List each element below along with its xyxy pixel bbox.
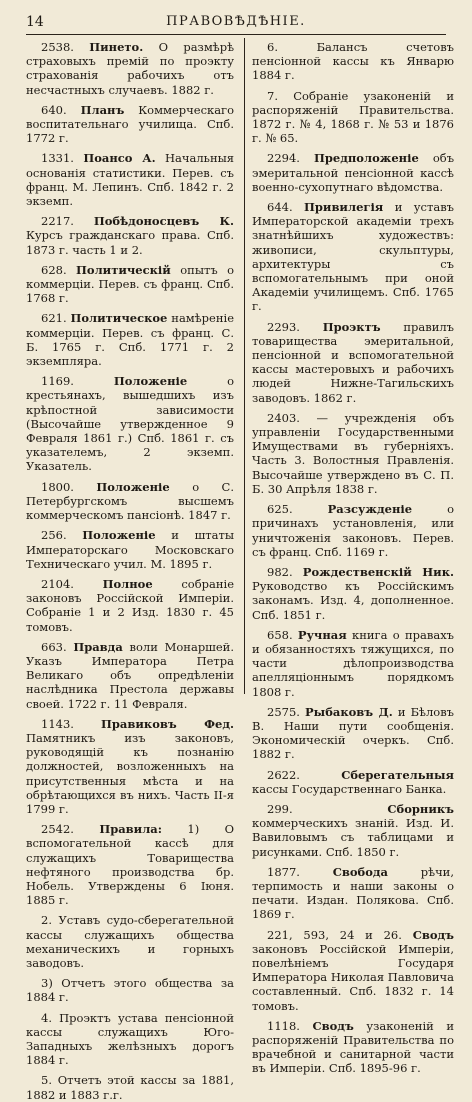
catalog-entry: [26, 717, 234, 816]
entry-number: 2294.: [267, 151, 300, 166]
entry-text: и штаты Императорскаго Московскаго Техническаго учил. М. 1895 г.: [26, 528, 235, 571]
catalog-entry: [26, 103, 234, 146]
entry-number: 2104.: [41, 576, 74, 591]
catalog-entry: [26, 151, 234, 208]
catalog-entry: [26, 528, 234, 571]
entry-number: 1877.: [267, 864, 300, 879]
catalog-entry: [252, 802, 454, 859]
entry-text: 7. Собраніе узаконеній и распоряженій Правительства. 1872 г. № 4, 1868 г. № 53 и 1876 г. № 65.: [252, 88, 454, 146]
entry-text: собраніе законовъ Россійской Имперіи. Собраніе 1 и 2 Изд. 1830 г. 45 томовъ.: [26, 576, 235, 634]
entry-heading: Правила:: [99, 822, 163, 837]
entry-number: 621.: [41, 311, 67, 326]
entry-text: кассы Государственнаго Банка.: [252, 781, 447, 796]
entry-heading: Правиковъ Фед.: [101, 716, 234, 731]
entry-text: 1) О вспомогательной кассѣ для служащихъ Товарищества нефтяного производства бр. Нобель. Утверждены 6 Іюня. 1885 г.: [26, 822, 235, 908]
entry-text: намѣреніе коммерціи. Перев. съ франц. С. Б. 1765 г. Спб. 1771 г. 2 экземпляра.: [26, 311, 234, 369]
entry-heading: Политическое: [70, 311, 168, 326]
entry-text: воли Монаршей. Указъ Императора Петра Великаго объ опредѣленіи наслѣдника Престола державы своей. 1722 г. 11 Февраля.: [26, 639, 234, 711]
entry-text: о С. Петербургскомъ высшемъ коммерческомъ пансіонѣ. 1847 г.: [26, 479, 235, 523]
entry-number: 2575.: [267, 704, 300, 719]
header-rule: [26, 34, 446, 35]
entry-text: опытъ о коммерціи. Перев. съ франц. Спб. 1768 г.: [26, 262, 235, 306]
entry-heading: Рождественскій Ник.: [302, 564, 454, 579]
catalog-entry: [252, 151, 454, 194]
entry-number: 2622.: [267, 767, 300, 782]
catalog-entry: [26, 822, 234, 907]
catalog-entry: [252, 768, 454, 796]
catalog-entry: [252, 502, 454, 559]
entry-text: О размѣрѣ страховыхъ премій по проэкту страхованія рабочихъ отъ несчастныхъ случаевъ. 1882 г.: [26, 40, 234, 97]
entry-number: 256.: [41, 528, 67, 543]
page-header: [26, 10, 446, 32]
entry-number: 982.: [267, 564, 293, 579]
entry-number: 628.: [41, 262, 67, 277]
entry-number: 1169.: [41, 374, 74, 389]
catalog-entry: [26, 640, 234, 711]
entry-text: 4. Проэктъ устава пенсіонной кассы служащихъ Юго-Западныхъ желѣзныхъ дорогъ 1884 г.: [26, 1010, 234, 1068]
catalog-entry: [26, 480, 234, 523]
entry-number: 299.: [267, 801, 293, 816]
left-column: [26, 40, 235, 1102]
entry-text: 3) Отчетъ этого общества за 1884 г.: [26, 976, 234, 1005]
catalog-entry: [26, 577, 234, 634]
entry-heading: Сборникъ: [387, 801, 454, 816]
catalog-entry: [252, 200, 454, 314]
right-column: [252, 40, 455, 1076]
entry-heading: Побѣдоносцевъ К.: [93, 214, 234, 229]
entry-text: законовъ Россійской Имперіи, повелѣніемъ Государя Императора Николая Павловича составленный. Спб. 1832 г. 14 томовъ.: [252, 941, 454, 1013]
entry-number: 663.: [41, 639, 67, 654]
entry-text: книга о правахъ и обязанностяхъ тяжущихся, по части дѣлопроизводства апелляціоннымъ порядкомъ 1808 г.: [252, 627, 454, 699]
entry-heading: Рыбаковъ Д.: [305, 704, 393, 719]
entry-text: и Бѣловъ В. Наши пути сообщенія. Экономическій очеркъ. Спб. 1882 г.: [252, 704, 454, 762]
entry-number: 1118.: [267, 1018, 300, 1033]
entry-text: Начальныя основанія статистики. Перев. съ франц. М. Лепинъ. Спб. 1842 г. 2 экземп.: [26, 151, 235, 209]
entry-heading: Пинето.: [89, 40, 144, 54]
entry-text: о причинахъ установленія, или уничтоженія законовъ. Перев. съ франц. Спб. 1169 г.: [252, 502, 455, 559]
entry-heading: Положеніе: [96, 479, 170, 494]
page-title: ПРАВОВѢДѢНІЕ.: [166, 14, 306, 29]
entry-text: объ эмеритальной пенсіонной кассѣ военно-сухопутнаго вѣдомства.: [252, 151, 455, 194]
catalog-entry: [252, 928, 454, 1013]
catalog-entry: [252, 89, 454, 146]
page-number: 14: [26, 14, 44, 30]
entry-number: 2217.: [41, 214, 74, 229]
entry-number: 2538.: [41, 40, 74, 54]
entry-heading: Разсужденіе: [327, 502, 413, 517]
entry-heading: Свобода: [332, 864, 388, 879]
entry-text: правилъ товарищества эмеритальной, пенсіонной и вспомогательной кассы мастеровыхъ и рабочихъ людей Нижне-Тагильскихъ заводовъ. 1862 г.: [252, 319, 455, 405]
entry-number: 658.: [267, 627, 293, 642]
catalog-entry: [26, 263, 234, 306]
entry-number: 1143.: [41, 716, 74, 731]
entry-text: Коммерческаго воспитательнаго училища. Спб. 1772 г.: [26, 102, 235, 146]
entry-number: 640.: [41, 102, 67, 117]
entry-heading: Правда: [73, 639, 123, 654]
entry-text: 5. Отчетъ этой кассы за 1881, 1882 и 1883 г.г.: [26, 1073, 234, 1102]
catalog-entry: [26, 374, 234, 473]
catalog-entry: [252, 705, 454, 762]
entry-heading: Поансо А.: [83, 151, 156, 166]
entry-text: Курсъ гражданскаго права. Спб. 1873 г. часть 1 и 2.: [26, 228, 234, 257]
entry-heading: Положеніе: [82, 528, 156, 543]
entry-number: 625.: [267, 502, 293, 517]
entry-heading: Полное: [102, 576, 153, 591]
catalog-entry: [252, 1019, 454, 1076]
catalog-entry: [26, 311, 234, 368]
entry-number: 1331.: [41, 151, 74, 166]
entry-text: Памятникъ изъ законовъ, руководящій къ познанію должностей, возложенныхъ на присутственныя мѣста и на обрѣтающихся въ нихъ. Часть II-я 1799 г.: [26, 730, 234, 816]
entry-heading: Сводъ: [312, 1018, 354, 1033]
entry-heading: Планъ: [80, 102, 125, 117]
catalog-entry: [252, 628, 454, 699]
entry-number: 644.: [267, 200, 293, 215]
entry-text: узаконеній и распоряженій Правительства по врачебной и санитарной части въ Имперіи. Спб. 1895-96 г.: [252, 1018, 454, 1076]
entry-text: 6. Балансъ счетовъ пенсіонной кассы къ Январю 1884 г.: [252, 40, 454, 83]
catalog-entry: [26, 913, 234, 970]
catalog-entry: [252, 565, 454, 622]
catalog-entry: [26, 1073, 234, 1101]
catalog-entry: [26, 214, 234, 257]
catalog-entry: [26, 1011, 234, 1068]
entry-heading: Ручная: [297, 627, 347, 642]
catalog-entry: [26, 40, 234, 97]
entry-text: 2. Уставъ судо-сберегательной кассы служащихъ общества механическихъ и горныхъ заводовъ.: [26, 913, 234, 970]
entry-heading: Положеніе: [113, 374, 188, 389]
entry-heading: Проэктъ: [322, 319, 381, 334]
entry-heading: Привилегія: [304, 200, 384, 215]
entry-number: 2403.: [267, 410, 300, 425]
catalog-entry: [252, 40, 454, 83]
catalog-entry: [252, 865, 454, 922]
entry-heading: Политическій: [76, 262, 171, 277]
catalog-entry: [252, 320, 454, 405]
entry-heading: Предположеніе: [314, 151, 419, 166]
entry-text: о крестьянахъ, вышедшихъ изъ крѣпостной зависимости (Высочайше утвержденное 9 Февраля 1861 г.) Спб. 1861 г. съ указателемъ, 2 экземп. Указатель.: [26, 374, 234, 474]
catalog-entry: [252, 411, 454, 496]
catalog-entry: [26, 976, 234, 1004]
entry-text: коммерческихъ знаній. Изд. И. Вавиловымъ съ таблицами и рисунками. Спб. 1850 г.: [252, 816, 454, 859]
entry-number: 2293.: [267, 319, 300, 334]
entry-number: 221, 593, 24 и 26.: [267, 927, 402, 942]
entry-text: — учрежденія объ управленіи Государственными Имуществами въ губерніяхъ. Часть 3. Волостныя Правленія. Высочайше утверждено въ С. П. Б. 30 Апрѣля 1838 г.: [252, 410, 455, 496]
entry-number: 2542.: [41, 822, 74, 837]
entry-text: и уставъ Императорской академіи трехъ знатнѣйшихъ художествъ: живописи, скульптуры, архитектуры съ вспомогательнымъ при оной Академіи училищемъ. Спб. 1765 г.: [252, 200, 455, 314]
entry-text: Руководство къ Россійскимъ законамъ. Изд. 4, дополненное. Спб. 1851 г.: [252, 579, 454, 622]
column-divider: [244, 38, 245, 694]
entry-number: 1800.: [41, 479, 74, 494]
entry-text: рѣчи, терпимость и наши законы о печати. Издан. Полякова. Спб. 1869 г.: [252, 864, 455, 922]
entry-heading: Сберегательныя: [341, 767, 454, 782]
entry-heading: Сводъ: [412, 927, 455, 942]
